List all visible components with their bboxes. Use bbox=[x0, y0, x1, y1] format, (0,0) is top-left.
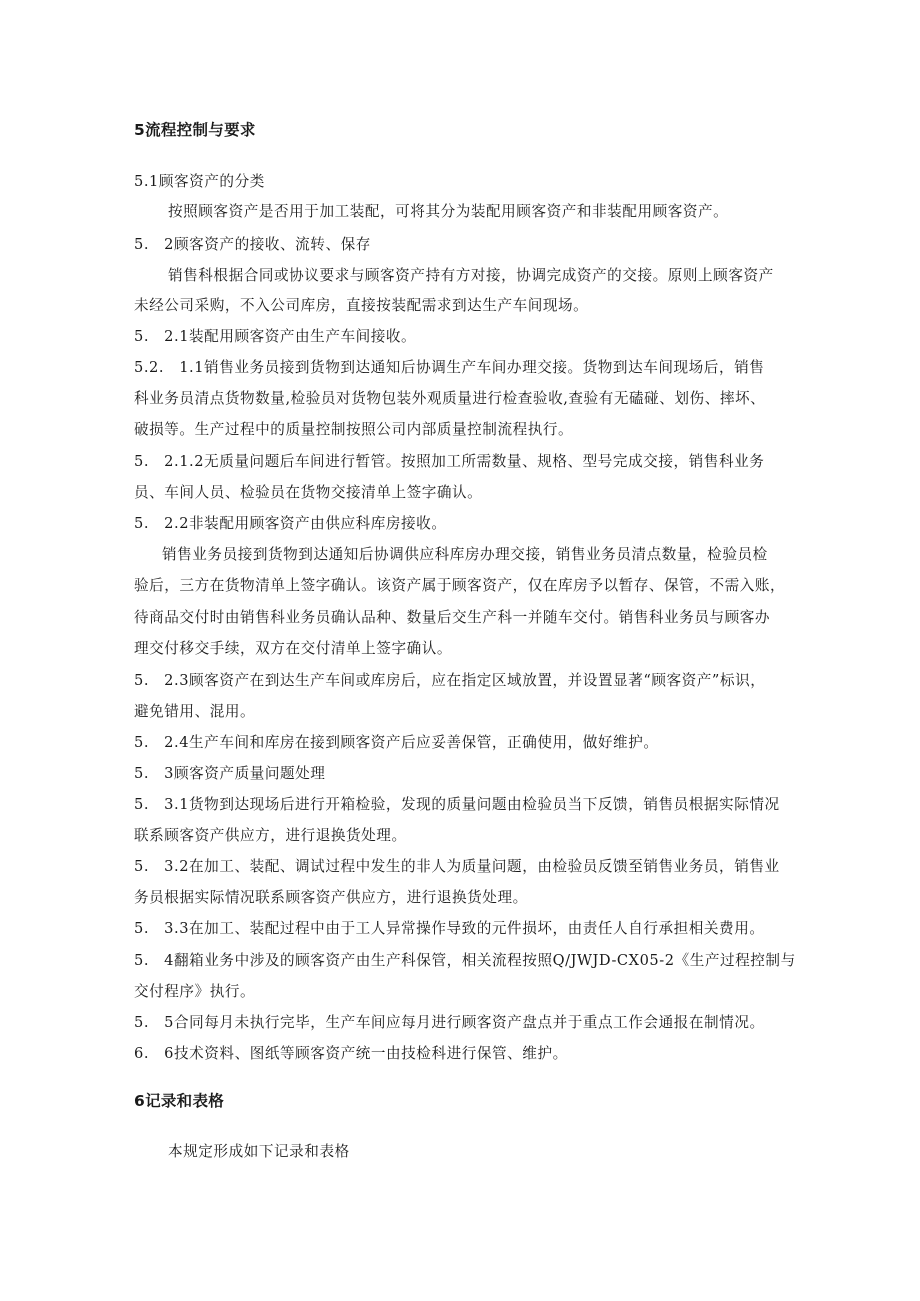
paragraph-line: 本规定形成如下记录和表格 bbox=[168, 1143, 350, 1160]
paragraph-line: 未经公司采购，不入公司库房，直接按装配需求到达生产车间现场。 bbox=[134, 297, 589, 314]
paragraph-line: 员、车间人员、检验员在货物交接清单上签字确认。 bbox=[134, 484, 483, 501]
paragraph-line: 5. 2.1.2无质量问题后车间进行暂管。按照加工所需数量、规格、型号完成交接，销售科业务 bbox=[134, 453, 765, 470]
paragraph-line: 5. 2.1装配用顾客资产由生产车间接收。 bbox=[134, 328, 417, 345]
paragraph-line: 5.1顾客资产的分类 bbox=[134, 173, 265, 190]
paragraph-line: 联系顾客资产供应方，进行退换货处理。 bbox=[134, 827, 407, 844]
paragraph-line: 科业务员清点货物数量,检验员对货物包装外观质量进行检查验收,查验有无磕碰、划伤、摔坏、 bbox=[134, 390, 766, 407]
paragraph-line: 5. 3.1货物到达现场后进行开箱检验，发现的质量问题由检验员当下反馈，销售员根据实际情况 bbox=[134, 796, 780, 813]
paragraph-line: 务员根据实际情况联系顾客资产供应方，进行退换货处理。 bbox=[134, 889, 528, 906]
paragraph-line: 5. 2.3顾客资产在到达生产车间或库房后，应在指定区域放置，并设置显著“顾客资产”标识， bbox=[134, 672, 766, 689]
paragraph-line: 销售业务员接到货物到达通知后协调供应科库房办理交接，销售业务员清点数量，检验员检 bbox=[162, 546, 768, 563]
paragraph-line: 5.2. 1.1销售业务员接到货物到达通知后协调生产车间办理交接。货物到达车间现场后，销售 bbox=[134, 359, 765, 376]
paragraph-line: 5. 3.2在加工、装配、调试过程中发生的非人为质量问题，由检验员反馈至销售业务员，销售业 bbox=[134, 858, 780, 875]
paragraph-line: 6. 6技术资料、图纸等顾客资产统一由技检科进行保管、维护。 bbox=[134, 1045, 568, 1062]
paragraph-line: 交付程序》执行。 bbox=[134, 983, 256, 1000]
section-5-heading: 5流程控制与要求 bbox=[134, 121, 256, 139]
paragraph-line: 避免错用、混用。 bbox=[134, 703, 256, 720]
paragraph-line: 5. 3.3在加工、装配过程中由于工人异常操作导致的元件损坏，由责任人自行承担相关费用。 bbox=[134, 920, 765, 937]
paragraph-line: 按照顾客资产是否用于加工装配，可将其分为装配用顾客资产和非装配用顾客资产。 bbox=[168, 203, 729, 220]
paragraph-line: 5. 2顾客资产的接收、流转、保存 bbox=[134, 236, 371, 253]
paragraph-line: 5. 4翻箱业务中涉及的顾客资产由生产科保管，相关流程按照Q/JWJD-CX05-2《生产过程控制与 bbox=[134, 952, 796, 969]
paragraph-line: 待商品交付时由销售科业务员确认品种、数量后交生产科一并随车交付。销售科业务员与顾客办 bbox=[134, 609, 771, 626]
paragraph-line: 破损等。生产过程中的质量控制按照公司内部质量控制流程执行。 bbox=[134, 421, 574, 438]
paragraph-line: 验后，三方在货物清单上签字确认。该资产属于顾客资产，仅在库房予以暂存、保管，不需入账， bbox=[134, 577, 786, 594]
paragraph-line: 5. 2.4生产车间和库房在接到顾客资产后应妥善保管，正确使用，做好维护。 bbox=[134, 734, 659, 751]
paragraph-line: 5. 5合同每月未执行完毕，生产车间应每月进行顾客资产盘点并于重点工作会通报在制情况。 bbox=[134, 1014, 765, 1031]
paragraph-line: 销售科根据合同或协议要求与顾客资产持有方对接，协调完成资产的交接。原则上顾客资产 bbox=[168, 267, 774, 284]
paragraph-line: 理交付移交手续，双方在交付清单上签字确认。 bbox=[134, 640, 453, 657]
paragraph-line: 5. 2.2非装配用顾客资产由供应科库房接收。 bbox=[134, 515, 447, 532]
section-6-heading: 6记录和表格 bbox=[134, 1092, 225, 1110]
paragraph-line: 5. 3顾客资产质量问题处理 bbox=[134, 765, 326, 782]
